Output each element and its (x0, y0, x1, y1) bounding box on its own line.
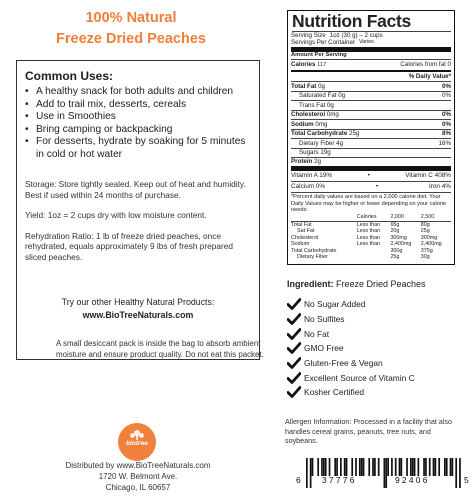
barcode-bar (438, 458, 440, 476)
nutrient-name (291, 111, 339, 118)
nutrient-amount: 0mg (315, 120, 328, 128)
barcode-bar (351, 458, 353, 476)
barcode-bar (385, 458, 387, 488)
logo-text: biotree (126, 440, 148, 447)
barcode-bar (399, 458, 401, 476)
barcode-bar (412, 458, 414, 476)
nutrient-dv: 0% (442, 82, 451, 90)
barcode-bar (459, 458, 461, 488)
nutrient-dv: 8% (442, 130, 451, 138)
ingredients (287, 279, 426, 289)
promo-text: Try our other Healthy Natural Products: (61, 297, 215, 307)
nutrient-name (291, 102, 334, 109)
barcode-bar (391, 458, 393, 476)
list-item: • Bring camping or backpacking (25, 124, 251, 136)
nutrient-label: Cholesterol (291, 111, 326, 119)
calories-fat-label: Calories from fat (400, 61, 446, 69)
nutrient-amount: 4g (336, 139, 344, 147)
table-cell: Calories (356, 214, 377, 221)
nutrient-dv: 0% (442, 120, 451, 128)
allergen-info: Allergen Information: Processed in a facility that also handles cereal grains, peanuts, tree nuts, and soybeans. (285, 417, 452, 446)
table-cell (291, 214, 357, 221)
nutrient-name (291, 140, 343, 147)
common-uses-heading: Common Uses: (25, 69, 114, 83)
list-item (287, 356, 415, 371)
calories-fat-value: 0 (447, 61, 451, 69)
list-item (287, 341, 415, 356)
list-item (287, 326, 415, 341)
barcode-bar (433, 458, 435, 476)
barcode-bar (340, 458, 342, 476)
checkmark-icon (287, 342, 301, 354)
nutrition-facts-panel (287, 10, 455, 265)
iron: Iron 4% (428, 183, 451, 191)
nutrient-name (291, 92, 345, 99)
nutrient-rows (291, 81, 451, 166)
calories-label: Calories (291, 61, 316, 69)
nutrient-amount: 0g (326, 101, 334, 109)
vitamin-a: Vitamin A 19% (291, 172, 333, 180)
barcode-digits-left: 37776 (322, 475, 357, 485)
nutrition-title: Nutrition Facts (292, 13, 451, 32)
nutrient-label: Sugars (299, 149, 319, 157)
barcode-bar (452, 458, 454, 476)
barcode-bar (414, 458, 416, 476)
barcode-bar (306, 458, 308, 488)
table-cell: 25g (390, 254, 400, 261)
barcode-bar (387, 458, 389, 476)
nutrient-row (291, 157, 451, 166)
nutrient-amount: 0g (338, 92, 346, 100)
list-item (287, 385, 415, 400)
barcode-bar (325, 458, 327, 476)
claim-text: GMO Free (304, 343, 344, 354)
list-item: • A healthy snack for both adults and children (25, 86, 251, 98)
barcode-bar (378, 458, 380, 476)
table-cell: 65g (390, 221, 400, 228)
barcode-bar (429, 458, 431, 476)
nutrient-label: Saturated Fat (299, 92, 337, 100)
barcode-bar (410, 458, 412, 476)
nutrient-row (291, 148, 451, 157)
barcode-bar (372, 458, 374, 476)
nutrient-amount: 0g (318, 82, 325, 90)
table-cell: Sat Fat (297, 228, 315, 235)
table-cell: Sodium (291, 241, 310, 248)
list-item: • Use in Smoothies (25, 111, 251, 123)
barcode-bar (334, 458, 336, 476)
distributor-line: Distributed by www.BioTreeNaturals.com (65, 461, 211, 470)
nutrient-name (291, 158, 321, 165)
nutrient-row (291, 100, 451, 109)
daily-value-table (291, 214, 451, 260)
common-uses-list (25, 86, 251, 161)
table-cell: 25g (420, 228, 430, 235)
list-item: • Add to trail mix, desserts, cereals (25, 99, 251, 111)
nutrient-name (291, 130, 359, 137)
vitamin-row (291, 166, 451, 181)
list-item (287, 297, 415, 312)
checkmark-icon (287, 298, 301, 310)
nutrient-label: Protein (291, 158, 313, 166)
barcode-bar (450, 458, 452, 476)
nutrient-label: Trans Fat (299, 101, 326, 109)
nutrient-label: Dietary Fiber (299, 139, 335, 147)
mineral-divider: • (375, 183, 379, 191)
nutrition-footnote: *Percent daily values are based on a 2,000 calorie diet. Your Daily Values may be higher or lower depending on your calorie needs: (291, 193, 447, 214)
table-cell: Total Fat (291, 221, 312, 228)
nutrient-amount: 0mg (326, 111, 339, 119)
nutrient-label: Total Carbohydrate (291, 130, 348, 138)
barcode-bar (418, 458, 420, 476)
table-cell: 30g (420, 254, 430, 261)
table-row (291, 254, 451, 260)
table-cell (357, 254, 391, 260)
table-cell: 300mg (390, 234, 407, 241)
barcode-bar (374, 458, 376, 476)
table-cell: Dietary Fiber (297, 254, 328, 261)
table-cell: 2,500 (420, 214, 435, 221)
barcode-bar (455, 458, 457, 488)
mineral-row (291, 181, 451, 193)
nutrient-row (291, 138, 451, 147)
barcode-bar (368, 458, 370, 476)
storage-text: Storage: Store tightly sealed. Keep out of heat and humidity. Best if used within 24 months of purchase. (25, 179, 246, 200)
desiccant-notice: A small desiccant pack is inside the bag to absorb ambient moisture and ensure product quality. Do not eat this packet. (56, 339, 264, 359)
checkmark-icon (287, 372, 301, 384)
calories-row (291, 60, 451, 72)
claim-text: Kosher Certified (304, 387, 365, 398)
serving-size-value: 1oz (30 g) – 2 cups (329, 31, 383, 39)
barcode-bar (346, 458, 348, 476)
barcode-bar (329, 458, 331, 476)
product-title-line2: Freeze Dried Peaches (56, 31, 206, 47)
table-cell: 2,400mg (420, 241, 442, 248)
barcode-digit-last: 5 (464, 475, 469, 485)
nutrient-row (291, 110, 451, 119)
claim-text: Gluten-Free & Vegan (304, 358, 383, 369)
table-cell: Less than (356, 228, 381, 235)
barcode-bar (355, 458, 357, 476)
barcode-digits-right: 92406 (395, 475, 430, 485)
barcode-bar (317, 458, 319, 476)
claims-list (287, 297, 415, 400)
barcode-bar (321, 458, 323, 476)
barcode-bar (359, 458, 361, 476)
nutrient-row (291, 81, 451, 90)
checkmark-icon (287, 357, 301, 369)
list-item: • For desserts, hydrate by soaking for 5 minutes in cold or hot water (25, 136, 251, 161)
table-cell: 375g (420, 247, 433, 254)
ingredients-label: Ingredient: (287, 279, 334, 289)
barcode-bar (344, 458, 346, 476)
table-cell: Less than (356, 241, 381, 248)
daily-value-header: % Daily Value* (408, 73, 451, 81)
nutrient-row (291, 119, 451, 128)
nutrient-amount: 2g (314, 158, 321, 166)
nutrient-dv: 16% (438, 139, 451, 147)
table-cell: 300mg (420, 234, 438, 241)
barcode-bar (425, 458, 427, 476)
vitamin-c: Vitamin C 408% (405, 172, 451, 180)
nutrient-row (291, 129, 451, 138)
table-cell: Less than (356, 221, 381, 228)
claim-text: No Sugar Added (304, 299, 366, 310)
biotree-logo-icon (118, 423, 156, 461)
calcium: Calcium 0% (291, 183, 326, 191)
servings-value: Varies (358, 38, 374, 45)
servings-per-container (291, 39, 451, 52)
list-item (287, 370, 415, 385)
claim-text: No Sulfites (304, 314, 345, 325)
table-cell: 20g (390, 228, 400, 235)
ingredients-value: Freeze Dried Peaches (336, 279, 426, 289)
claim-text: Excellent Source of Vitamin C (304, 372, 415, 383)
checkmark-icon (287, 313, 301, 325)
checkmark-icon (287, 386, 301, 398)
amount-per-serving: Amount Per Serving (291, 52, 451, 60)
barcode-bar (323, 458, 325, 476)
nutrient-name (291, 83, 325, 90)
barcode-bar (406, 458, 408, 476)
nutrient-label: Sodium (291, 120, 314, 128)
table-cell: 2,000 (390, 214, 404, 221)
barcode-bar (363, 458, 365, 476)
servings-label: Servings Per Container (291, 38, 355, 46)
table-cell: 2,400mg (390, 241, 412, 248)
barcode-bar (446, 458, 448, 476)
distributor-city: Chicago, IL 60657 (105, 483, 171, 492)
product-title-line1: 100% Natural (85, 10, 177, 26)
table-cell: 80g (420, 221, 430, 228)
table-row (291, 214, 451, 221)
promo-url: www.BioTreeNaturals.com (82, 310, 194, 320)
vitamin-divider: • (367, 172, 370, 180)
table-cell: Less than (356, 234, 381, 241)
nutrient-amount: 25g (349, 130, 360, 138)
barcode-bar (401, 458, 403, 476)
barcode-bar (361, 458, 363, 476)
table-cell: 300g (390, 247, 403, 254)
nutrient-dv: 0% (442, 92, 451, 100)
table-row (291, 221, 451, 228)
nutrient-amount: 19g (320, 149, 331, 157)
serving-size (291, 32, 451, 39)
nutrient-name (291, 149, 331, 156)
nutrient-name (291, 121, 327, 128)
list-item (287, 312, 415, 327)
yield-text: Yield: 1oz = 2 cups dry with low moisture content. (25, 210, 207, 221)
table-cell: Cholesterol (291, 234, 319, 241)
nutrient-dv: 0% (442, 111, 451, 119)
barcode-bar (384, 458, 386, 488)
nutrient-row (291, 91, 451, 100)
barcode-bar (336, 458, 338, 476)
calories-value: 117 (317, 62, 327, 69)
rehydration-text: Rehydration Ratio: 1 lb of freeze dried peaches, once rehydrated, equals approximately 9 lbs of fresh prepared sliced peaches. (25, 230, 234, 263)
checkmark-icon (287, 328, 301, 340)
barcode-bar (310, 458, 312, 488)
claim-text: No Fat (304, 328, 330, 339)
barcode-bar (395, 458, 397, 476)
barcode-bar (444, 458, 446, 476)
serving-size-label: Serving Size (291, 31, 326, 39)
nutrient-label: Total Fat (291, 82, 317, 90)
table-cell: Total Carbohydrate (291, 247, 337, 254)
barcode-bar (312, 458, 314, 476)
barcode-digit-1: 6 (296, 475, 301, 485)
barcode-bar (423, 458, 425, 476)
barcode-bar (435, 458, 437, 476)
distributor-address: 1720 W. Belmont Ave. (98, 472, 178, 481)
